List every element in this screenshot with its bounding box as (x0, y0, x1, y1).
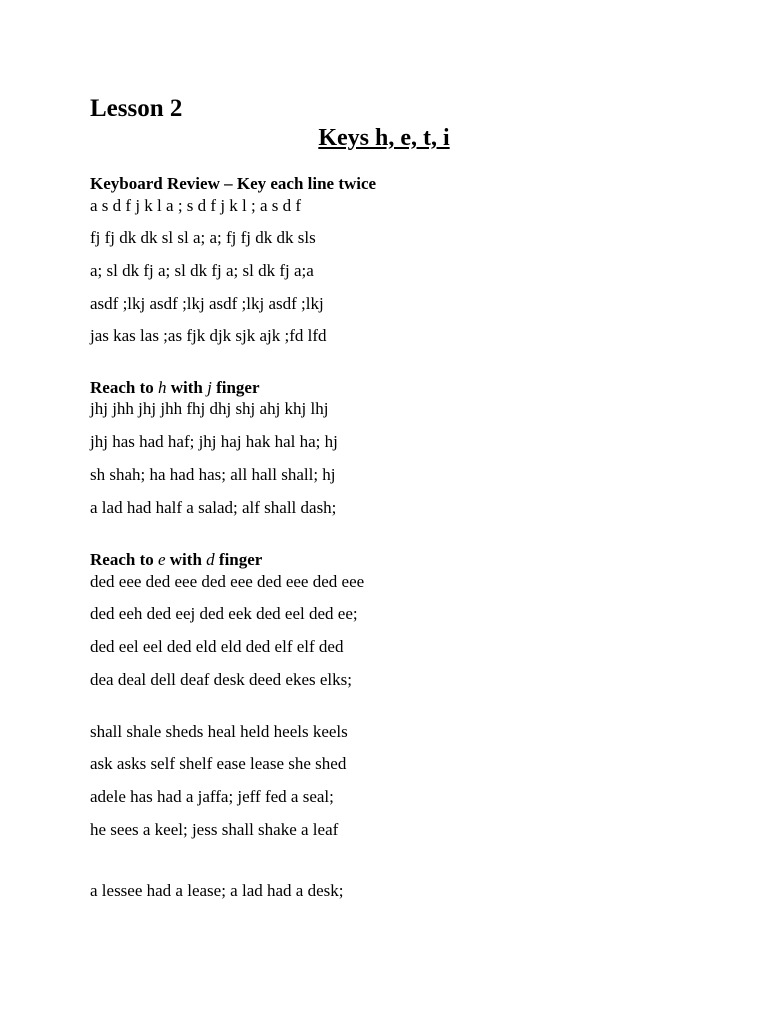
reach-e-suffix: finger (214, 550, 263, 569)
reach-h-middle: with (166, 378, 208, 397)
review-line-4: asdf ;lkj asdf ;lkj asdf ;lkj asdf ;lkj (90, 294, 324, 313)
review-line-1: a s d f j k l a ; s d f j k l ; a s d f (90, 196, 302, 215)
reach-e-middle: with (165, 550, 207, 569)
reach-h-suffix: finger (211, 378, 260, 397)
reach-h-prefix: Reach to (90, 378, 158, 397)
reach-e-line-3: ded eel eel ded eld eld ded elf elf ded (90, 637, 344, 656)
reach-h-heading (90, 377, 260, 399)
reach-e-line-1: ded eee ded eee ded eee ded eee ded eee (90, 572, 365, 591)
reach-e-line-4: dea deal dell deaf desk deed ekes elks; (90, 670, 352, 689)
review-line-2: fj fj dk dk sl sl a; a; fj fj dk dk sls (90, 228, 316, 247)
keys-title: Keys h, e, t, i (318, 125, 450, 151)
reach-e-finger: d (206, 550, 215, 569)
reach-h-key: h (157, 378, 167, 397)
review-heading: Keyboard Review – Key each line twice (90, 174, 377, 193)
practice-line-1: shall shale sheds heal held heels keels (90, 722, 348, 741)
practice-line-2: ask asks self shelf ease lease she shed (90, 754, 347, 773)
lesson-title: Lesson 2 (90, 95, 183, 122)
practice-line-5: a lessee had a lease; a lad had a desk; (90, 881, 344, 900)
reach-h-finger: j (207, 378, 212, 397)
reach-h-line-1: jhj jhh jhj jhh fhj dhj shj ahj khj lhj (90, 399, 329, 418)
reach-h-line-2: jhj has had haf; jhj haj hak hal ha; hj (90, 432, 338, 451)
reach-h-line-4: a lad had half a salad; alf shall dash; (90, 498, 337, 517)
reach-e-line-2: ded eeh ded eej ded eek ded eel ded ee; (90, 604, 358, 623)
practice-line-3: adele has had a jaffa; jeff fed a seal; (90, 787, 334, 806)
reach-e-key: e (157, 550, 166, 569)
reach-e-prefix: Reach to (90, 550, 158, 569)
reach-e-heading (90, 549, 262, 571)
reach-h-line-3: sh shah; ha had has; all hall shall; hj (90, 465, 336, 484)
practice-line-4: he sees a keel; jess shall shake a leaf (90, 820, 339, 839)
review-line-5: jas kas las ;as fjk djk sjk ajk ;fd lfd (90, 326, 327, 345)
review-line-3: a; sl dk fj a; sl dk fj a; sl dk fj a;a (90, 261, 314, 280)
